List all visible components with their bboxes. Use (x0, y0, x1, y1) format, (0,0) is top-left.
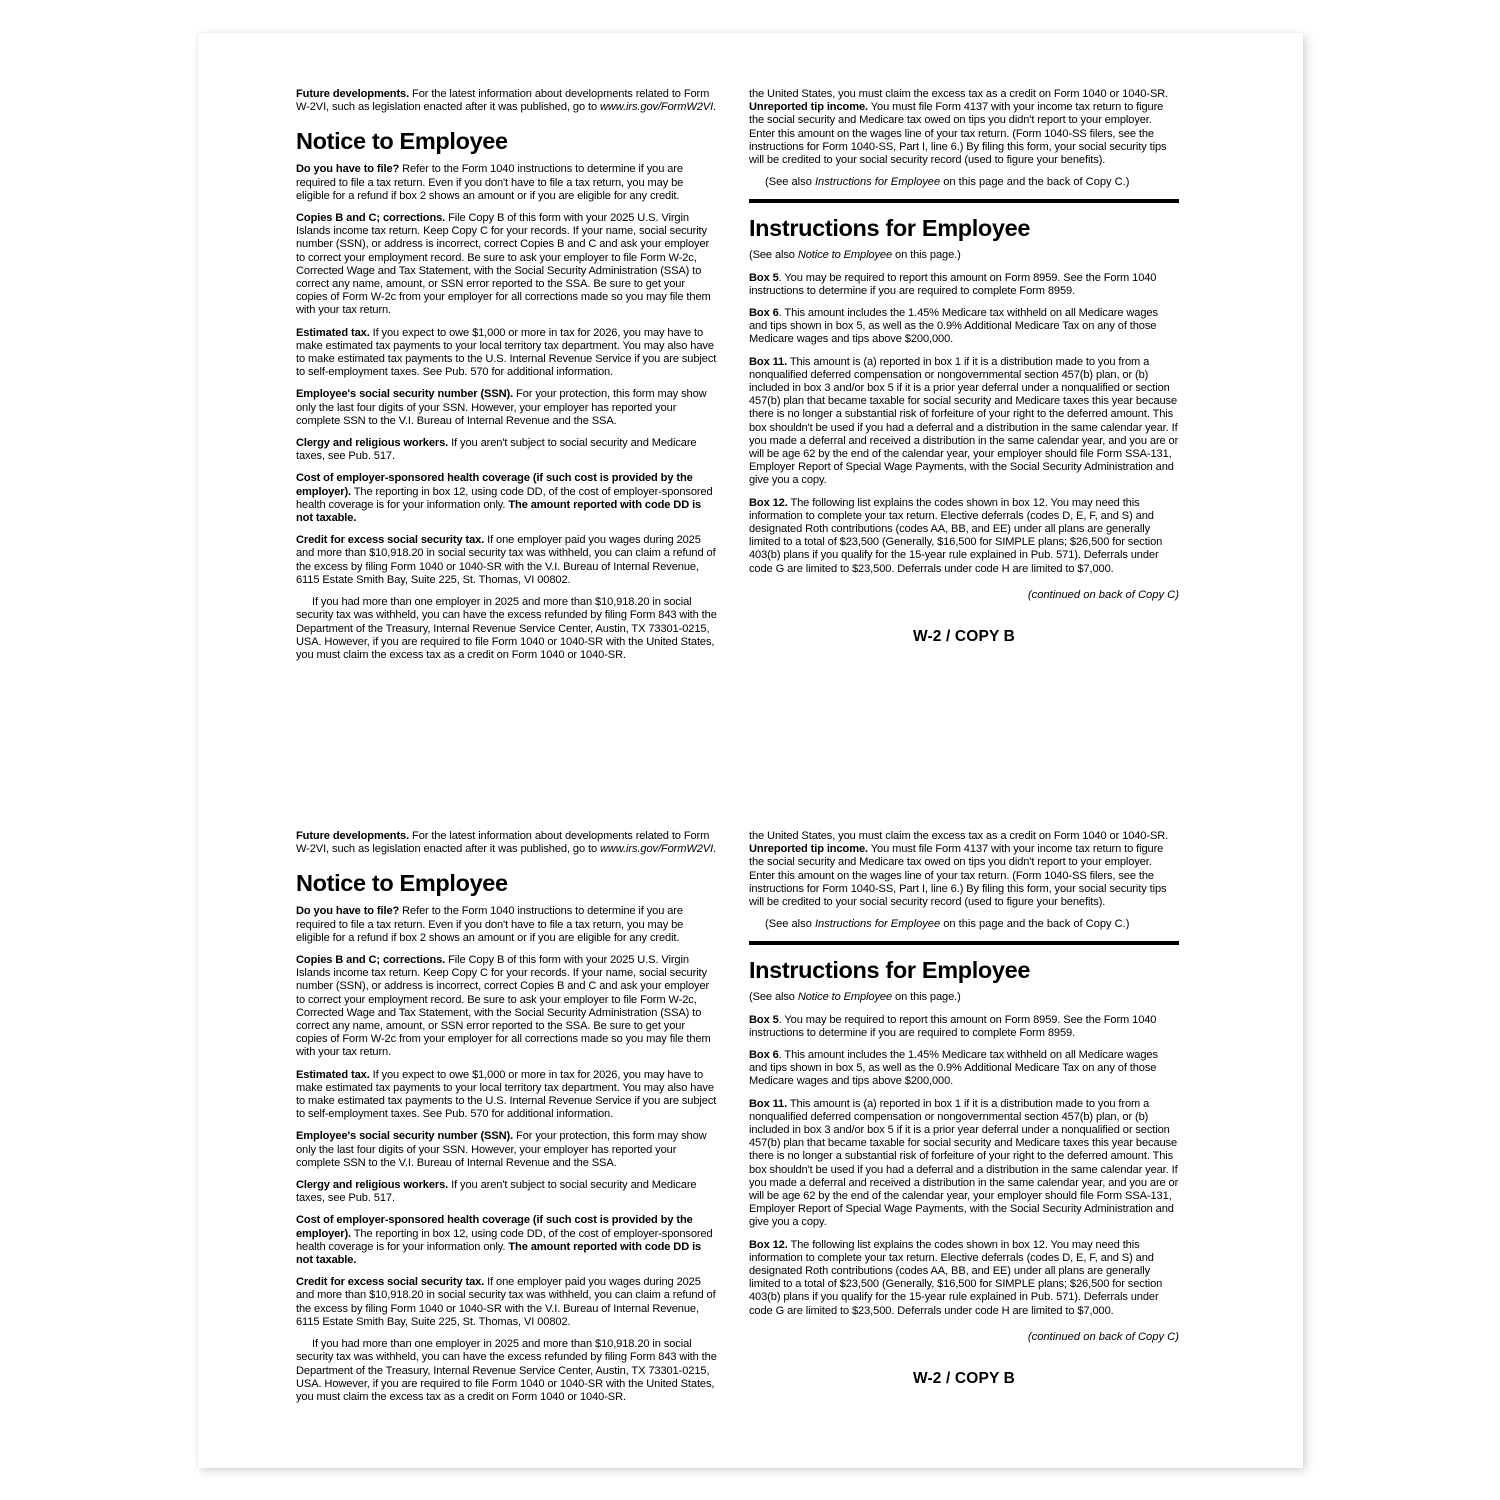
instr-see-also-suffix: on this page.) (892, 249, 961, 262)
future-developments-lead: Future developments. (296, 830, 410, 842)
instr-see-also-prefix: (See also (749, 249, 798, 262)
unreported-tip-income-lead: Unreported tip income. (749, 843, 868, 856)
box-11-paragraph (749, 356, 1179, 488)
employee-ssn-lead: Employee's social security number (SSN). (296, 388, 514, 401)
box-6-paragraph (749, 307, 1179, 347)
box-6-paragraph (749, 1049, 1179, 1089)
notice-to-employee-column (296, 830, 719, 1413)
health-coverage-lead: Cost of employer-sponsored health coverage (if such cost is provided by the employer). (296, 472, 693, 498)
more-than-one-employer-continuation (749, 88, 1179, 101)
box-5-body: . You may be required to report this amount on Form 8959. See the Form 1040 instructions to determine if you are required to complete Form 8959. (749, 1013, 1157, 1039)
see-also-italic-ref: Instructions for Employee (814, 176, 941, 189)
future-developments-lead: Future developments. (296, 88, 410, 100)
box-11-body: This amount is (a) reported in box 1 if it is a distribution made to you from a nonqualified deferred compensation or nongovernmental section 457(b) plan, or (b) included in box 3 and/or box 5 if it is a prior year deferral under a nonqualified or section 457(b) plan that became taxable for social security and Medicare taxes this year because there is no longer a substantial risk of forfeiture of your right to the deferred amount. This box shouldn't be used if you had a deferral and a distribution in the same calendar year. If you made a deferral and received a distribution in the same calendar year, and you are or will be age 62 by the end of the calendar year, your employer should file Form SSA-131, Employer Report of Special Wage Payments, with the Social Security Administration and give you a copy. (749, 355, 1179, 487)
copies-b-and-c-lead: Copies B and C; corrections. (296, 954, 446, 967)
do-you-have-to-file-lead: Do you have to file? (296, 163, 400, 176)
employee-ssn-body: For your protection, this form may show only the last four digits of your SSN. However, your employer has reported your complete SSN to the V.I. Bureau of Internal Revenue and the SSA. (296, 388, 707, 427)
box-11-lead: Box 11. (749, 1097, 788, 1110)
unreported-tip-income-lead: Unreported tip income. (749, 101, 868, 114)
instructions-for-employee-column (749, 88, 1179, 602)
instr-see-also-italic-ref: Notice to Employee (797, 249, 893, 262)
document-page (198, 33, 1303, 1468)
box-6-body: . This amount includes the 1.45% Medicare tax withheld on all Medicare wages and tips shown in box 5, as well as the 0.9% Additional Medicare Tax on any of those Medicare wages and tips above $200,000. (749, 307, 1158, 346)
see-also-prefix: (See also (765, 918, 815, 931)
future-developments-paragraph (296, 88, 719, 114)
box-11-lead: Box 11. (749, 355, 788, 368)
continuation-text: the United States, you must claim the excess tax as a credit on Form 1040 or 1040-SR. (749, 830, 1169, 842)
box-5-lead: Box 5 (749, 1013, 779, 1026)
box-6-lead: Box 6 (749, 307, 779, 320)
instructions-for-employee-title: Instructions for Employee (749, 957, 1031, 984)
employee-ssn-paragraph (296, 1130, 719, 1170)
copies-b-and-c-body: File Copy B of this form with your 2025 U.S. Virgin Islands income tax return. Keep Copy C for your records. If your name, social security number (SSN), or address is incorrect, correct Copies B and C and ask your employer to correct your employment record. Be sure to ask your employer to file Form W-2c, Corrected Wage and Tax Statement, with the Social Security Administration (SSA) to correct any name, amount, or SSN error reported to the SSA. Be sure to get your copies of Form W-2c from your employer for all corrections made so you may file them with your tax return. (296, 212, 711, 317)
box-5-lead: Box 5 (749, 271, 779, 284)
do-you-have-to-file-lead: Do you have to file? (296, 905, 400, 918)
box-5-paragraph (749, 272, 1179, 298)
credit-excess-ss-tax-body: If one employer paid you wages during 2025 and more than $10,918.20 in social security tax was withheld, you can claim a refund of the excess by filing Form 1040 or 1040-SR with the V.I. Bureau of Internal Revenue, 6115 Estate Smith Bay, Suite 225, St. Thomas, VI 00802. (296, 534, 716, 586)
credit-excess-ss-tax-lead: Credit for excess social security tax. (296, 1276, 485, 1289)
box-5-paragraph (749, 1014, 1179, 1040)
box-12-lead: Box 12. (749, 1238, 788, 1251)
notice-see-also-line (749, 918, 1179, 931)
notice-to-employee-column (296, 88, 719, 671)
more-than-one-employer-continuation (749, 830, 1179, 843)
health-coverage-bold-tail: The amount reported with code DD is not taxable. (296, 498, 702, 525)
see-also-italic-ref: Instructions for Employee (814, 918, 941, 931)
more-than-one-employer-paragraph: If you had more than one employer in 2025 and more than $10,918.20 in social security tax was withheld, you can have the excess refunded by filing Form 843 with the Department of the Treasury, Internal Revenue Service Center, Austin, TX 73301-0215, USA. However, if you are required to file Form 1040 or 1040-SR with the United States, you must claim the excess tax as a credit on Form 1040 or 1040-SR. (296, 1338, 717, 1403)
credit-excess-ss-tax-body: If one employer paid you wages during 2025 and more than $10,918.20 in social security tax was withheld, you can claim a refund of the excess by filing Form 1040 or 1040-SR with the V.I. Bureau of Internal Revenue, 6115 Estate Smith Bay, Suite 225, St. Thomas, VI 00802. (296, 1276, 716, 1328)
future-developments-body: For the latest information about developments related to Form W-2VI, such as legislation enacted after it was published, go to (296, 88, 710, 114)
box-12-paragraph (749, 497, 1179, 576)
instructions-see-also-line (749, 991, 1179, 1004)
copies-b-and-c-paragraph (296, 954, 719, 1060)
credit-excess-ss-tax-lead: Credit for excess social security tax. (296, 534, 485, 547)
more-than-one-employer-paragraph: If you had more than one employer in 2025 and more than $10,918.20 in social security tax was withheld, you can have the excess refunded by filing Form 843 with the Department of the Treasury, Internal Revenue Service Center, Austin, TX 73301-0215, USA. However, if you are required to file Form 1040 or 1040-SR with the United States, you must claim the excess tax as a credit on Form 1040 or 1040-SR. (296, 596, 717, 661)
health-coverage-paragraph (296, 472, 719, 525)
instructions-see-also-line (749, 249, 1179, 262)
do-you-have-to-file-paragraph (296, 163, 719, 203)
do-you-have-to-file-paragraph (296, 905, 719, 945)
do-you-have-to-file-body: Refer to the Form 1040 instructions to determine if you are required to file a tax return. Even if you don't have to file a tax return, you may be eligible for a refund if box 2 shows an amount or if you are eligible for any credit. (296, 163, 684, 202)
credit-excess-ss-tax-paragraph (296, 1276, 719, 1329)
w2-copy-b-label: W-2 / COPY B (912, 628, 1016, 645)
see-also-suffix: on this page and the back of Copy C.) (940, 176, 1130, 189)
estimated-tax-paragraph (296, 1069, 719, 1122)
unreported-tip-income-body: You must file Form 4137 with your income tax return to figure the social security and Medicare tax owed on tips you didn't report to your employer. Enter this amount on the wages line of your tax return. (Form 1040-SS filers, see the instructions for Form 1040-SS, Part I, line 6.) By filing this form, your social security tips will be credited to your social security record (used to figure your benefits). (749, 101, 1167, 167)
health-coverage-lead: Cost of employer-sponsored health coverage (if such cost is provided by the employer). (296, 1214, 693, 1240)
box-11-paragraph (749, 1098, 1179, 1230)
clergy-paragraph (296, 437, 719, 463)
employee-ssn-paragraph (296, 388, 719, 428)
credit-excess-ss-tax-paragraph (296, 534, 719, 587)
future-developments-body-tail: . (713, 101, 717, 114)
box-12-paragraph (749, 1239, 1179, 1318)
future-developments-body-tail: . (713, 843, 717, 856)
estimated-tax-body: If you expect to owe $1,000 or more in tax for 2026, you may have to make estimated tax payments to your local territory tax department. You may also have to make estimated tax payments to the U.S. Internal Revenue Service if you are subject to self-employment taxes. See Pub. 570 for additional information. (296, 326, 717, 379)
see-also-suffix: on this page and the back of Copy C.) (940, 918, 1130, 931)
section-divider-rule (749, 199, 1179, 203)
estimated-tax-body: If you expect to owe $1,000 or more in tax for 2026, you may have to make estimated tax payments to your local territory tax department. You may also have to make estimated tax payments to the U.S. Internal Revenue Service if you are subject to self-employment taxes. See Pub. 570 for additional information. (296, 1068, 717, 1121)
clergy-lead: Clergy and religious workers. (296, 437, 449, 450)
unreported-tip-income-paragraph (749, 101, 1179, 167)
continued-on-back-note: (continued on back of Copy C) (1027, 1330, 1179, 1343)
instructions-for-employee-column (749, 830, 1179, 1344)
estimated-tax-lead: Estimated tax. (296, 326, 370, 339)
clergy-body: If you aren't subject to social security and Medicare taxes, see Pub. 517. (296, 437, 697, 463)
notice-to-employee-title: Notice to Employee (296, 870, 508, 897)
employee-ssn-body: For your protection, this form may show only the last four digits of your SSN. However, your employer has reported your complete SSN to the V.I. Bureau of Internal Revenue and the SSA. (296, 1130, 707, 1169)
box-12-body: The following list explains the codes shown in box 12. You may need this information to complete your tax return. Elective deferrals (codes D, E, F, and S) and designated Roth contributions (codes AA, BB, and EE) under all plans are generally limited to a total of $23,500 (Generally, $16,500 for SIMPLE plans; $26,500 for section 403(b) plans if you qualify for the 15-year rule explained in Pub. 571). Deferrals under code G are limited to $23,500. Deferrals under code H are limited to $7,000. (749, 496, 1163, 575)
copies-b-and-c-lead: Copies B and C; corrections. (296, 212, 446, 225)
estimated-tax-lead: Estimated tax. (296, 1068, 370, 1081)
clergy-body: If you aren't subject to social security and Medicare taxes, see Pub. 517. (296, 1179, 697, 1205)
clergy-lead: Clergy and religious workers. (296, 1179, 449, 1192)
instr-see-also-italic-ref: Notice to Employee (797, 991, 893, 1004)
w2-copy-b-label: W-2 / COPY B (912, 1370, 1016, 1387)
estimated-tax-paragraph (296, 327, 719, 380)
continuation-text: the United States, you must claim the excess tax as a credit on Form 1040 or 1040-SR. (749, 88, 1169, 100)
health-coverage-body: The reporting in box 12, using code DD, of the cost of employer-sponsored health coverage is for your information only. (296, 1227, 713, 1253)
see-also-prefix: (See also (765, 176, 815, 189)
notice-to-employee-title: Notice to Employee (296, 128, 508, 155)
unreported-tip-income-paragraph (749, 843, 1179, 909)
future-developments-body: For the latest information about developments related to Form W-2VI, such as legislation enacted after it was published, go to (296, 830, 710, 856)
instr-see-also-prefix: (See also (749, 991, 798, 1004)
continued-on-back-note: (continued on back of Copy C) (1027, 588, 1179, 601)
health-coverage-body: The reporting in box 12, using code DD, of the cost of employer-sponsored health coverage is for your information only. (296, 485, 713, 511)
irs-form-url: www.irs.gov/FormW2VI (600, 101, 714, 114)
box-12-lead: Box 12. (749, 496, 788, 509)
employee-ssn-lead: Employee's social security number (SSN). (296, 1130, 514, 1143)
box-6-body: . This amount includes the 1.45% Medicare tax withheld on all Medicare wages and tips shown in box 5, as well as the 0.9% Additional Medicare Tax on any of those Medicare wages and tips above $200,000. (749, 1049, 1158, 1088)
health-coverage-paragraph (296, 1214, 719, 1267)
box-6-lead: Box 6 (749, 1049, 779, 1062)
unreported-tip-income-body: You must file Form 4137 with your income tax return to figure the social security and Medicare tax owed on tips you didn't report to your employer. Enter this amount on the wages line of your tax return. (Form 1040-SS filers, see the instructions for Form 1040-SS, Part I, line 6.) By filing this form, your social security tips will be credited to your social security record (used to figure your benefits). (749, 843, 1167, 909)
do-you-have-to-file-body: Refer to the Form 1040 instructions to determine if you are required to file a tax return. Even if you don't have to file a tax return, you may be eligible for a refund if box 2 shows an amount or if you are eligible for any credit. (296, 905, 684, 944)
health-coverage-bold-tail: The amount reported with code DD is not taxable. (296, 1240, 702, 1267)
copies-b-and-c-paragraph (296, 212, 719, 318)
future-developments-paragraph (296, 830, 719, 856)
instructions-for-employee-title: Instructions for Employee (749, 215, 1031, 242)
box-5-body: . You may be required to report this amount on Form 8959. See the Form 1040 instructions to determine if you are required to complete Form 8959. (749, 271, 1157, 297)
section-divider-rule (749, 941, 1179, 945)
notice-see-also-line (749, 176, 1179, 189)
copies-b-and-c-body: File Copy B of this form with your 2025 U.S. Virgin Islands income tax return. Keep Copy C for your records. If your name, social security number (SSN), or address is incorrect, correct Copies B and C and ask your employer to correct your employment record. Be sure to ask your employer to file Form W-2c, Corrected Wage and Tax Statement, with the Social Security Administration (SSA) to correct any name, amount, or SSN error reported to the SSA. Be sure to get your copies of Form W-2c from your employer for all corrections made so you may file them with your tax return. (296, 954, 711, 1059)
box-11-body: This amount is (a) reported in box 1 if it is a distribution made to you from a nonqualified deferred compensation or nongovernmental section 457(b) plan, or (b) included in box 3 and/or box 5 if it is a prior year deferral under a nonqualified or section 457(b) plan that became taxable for social security and Medicare taxes this year because there is no longer a substantial risk of forfeiture of your right to the deferred amount. This box shouldn't be used if you had a deferral and a distribution in the same calendar year. If you made a deferral and received a distribution in the same calendar year, and you are or will be age 62 by the end of the calendar year, your employer should file Form SSA-131, Employer Report of Special Wage Payments, with the Social Security Administration and give you a copy. (749, 1097, 1179, 1229)
box-12-body: The following list explains the codes shown in box 12. You may need this information to complete your tax return. Elective deferrals (codes D, E, F, and S) and designated Roth contributions (codes AA, BB, and EE) under all plans are generally limited to a total of $23,500 (Generally, $16,500 for SIMPLE plans; $26,500 for section 403(b) plans if you qualify for the 15-year rule explained in Pub. 571). Deferrals under code G are limited to $23,500. Deferrals under code H are limited to $7,000. (749, 1238, 1163, 1317)
irs-form-url: www.irs.gov/FormW2VI (600, 843, 714, 856)
instr-see-also-suffix: on this page.) (892, 991, 961, 1004)
clergy-paragraph (296, 1179, 719, 1205)
